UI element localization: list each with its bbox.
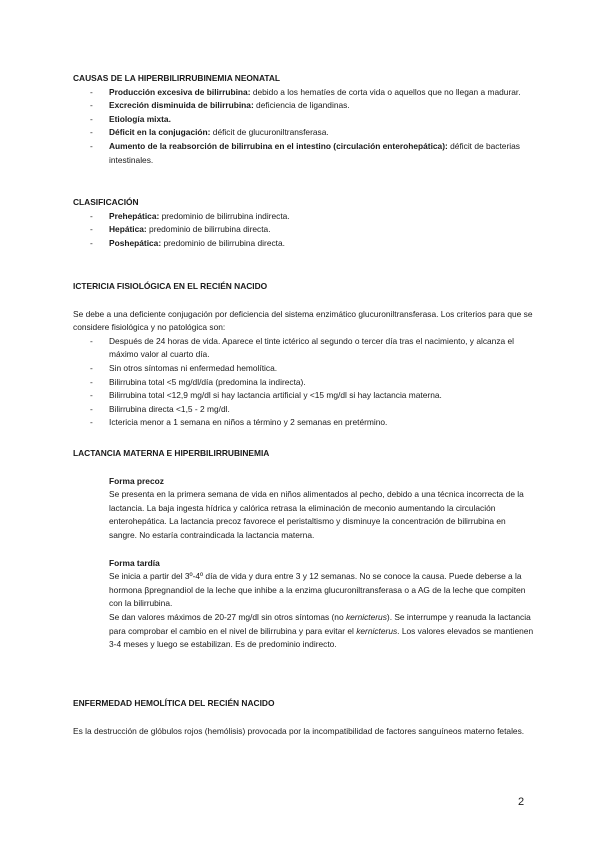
section-title-ictericia: ICTERICIA FISIOLÓGICA EN EL RECIÉN NACIDO (73, 281, 268, 291)
list-causas (73, 86, 533, 168)
list-item: - Después de 24 horas de vida. Aparece el tinte ictérico al segundo o tercer día tras el nacimiento, y alcanza el máximo valor al cuarto día. (109, 335, 533, 362)
forma-tardia (73, 557, 534, 652)
list-item: - Bilirrubina total <5 mg/dl/día (predomina la indirecta). (109, 376, 533, 390)
list-item: - Sin otros síntomas ni enfermedad hemolítica. (109, 362, 533, 376)
enfermedad-text: Es la destrucción de glóbulos rojos (hemólisis) provocada por la incompatibilidad de factores sanguíneos materno fetales. (73, 725, 525, 736)
list-item: - Poshepática: predominio de bilirrubina directa. (109, 237, 533, 251)
section-clasificacion (73, 196, 533, 250)
section-ictericia (73, 280, 533, 430)
list-ictericia (73, 335, 533, 430)
list-item: - Aumento de la reabsorción de bilirrubina en el intestino (circulación enterohepática): déficit de bacterias intestinales. (109, 140, 533, 167)
list-item: - Ictericia menor a 1 semana en niños a término y 2 semanas en pretérmino. (109, 416, 533, 430)
list-item: - Prehepática: predominio de bilirrubina indirecta. (109, 210, 533, 224)
forma-tardia-text-1: Se inicia a partir del 3º-4º día de vida y dura entre 3 y 12 semanas. No se conoce la causa. Puede deberse a la hormona βpregnandiol de la leche que inhibe a la enzima glucuroniltransferasa o a AG de la leche que compiten con la bilirrubina. (109, 571, 526, 609)
list-item: - Producción excesiva de bilirrubina: debido a los hematíes de corta vida o aquellos que no llegan a madurar. (109, 86, 533, 100)
list-item: - Excreción disminuida de bilirrubina: deficiencia de ligandinas. (109, 99, 533, 113)
list-item: - Hepática: predominio de bilirrubina directa. (109, 223, 533, 237)
forma-tardia-text-2: Se dan valores máximos de 20-27 mg/dl sin otros síntomas (no kernicterus). Se interrumpe y reanuda la lactancia para comprobar el cambio en el nivel de bilirrubina y para evitar el kernicterus. Los valores elevados se mantienen 3-4 meses y luego se estabilizan. Es de predominio indirecto. (109, 611, 534, 650)
ictericia-intro: Se debe a una deficiente conjugación por deficiencia del sistema enzimático glucuroniltransferasa. Los criterios para que se considere fisiológica y no patológica son: (73, 308, 533, 333)
forma-precoz (73, 475, 534, 543)
section-causas (73, 72, 533, 167)
page-number: 2 (518, 796, 525, 808)
section-title-causas: CAUSAS DE LA HIPERBILIRRUBINEMIA NEONATAL (73, 73, 281, 83)
list-clasificacion (73, 210, 533, 251)
list-item: - Bilirrubina total <12,9 mg/dl si hay lactancia artificial y <15 mg/dl si hay lactancia materna. (109, 389, 533, 403)
list-item: - Déficit en la conjugación: déficit de glucuroniltransferasa. (109, 126, 533, 140)
forma-precoz-text: Se presenta en la primera semana de vida en niños alimentados al pecho, debido a una técnica incorrecta de la lactancia. La baja ingesta hídrica y calórica retrasa la eliminación de meconio aumentando la circulación enterohepática. La lactancia precoz favorece el peristaltismo y disminuye la concentración de bilirrubina en sangre. No estaría contraindicada la lactancia materna. (109, 489, 524, 540)
list-item: - Etiología mixta. (109, 113, 533, 127)
section-title-lactancia: LACTANCIA MATERNA E HIPERBILIRRUBINEMIA (73, 448, 270, 458)
section-enfermedad (73, 697, 533, 738)
forma-precoz-title: Forma precoz (109, 475, 164, 486)
section-title-clasificacion: CLASIFICACIÓN (73, 197, 139, 207)
forma-tardia-title: Forma tardía (109, 557, 160, 568)
section-title-enfermedad: ENFERMEDAD HEMOLÍTICA DEL RECIÉN NACIDO (73, 698, 275, 708)
list-item: - Bilirrubina directa <1,5 - 2 mg/dl. (109, 403, 533, 417)
section-lactancia (73, 447, 533, 652)
